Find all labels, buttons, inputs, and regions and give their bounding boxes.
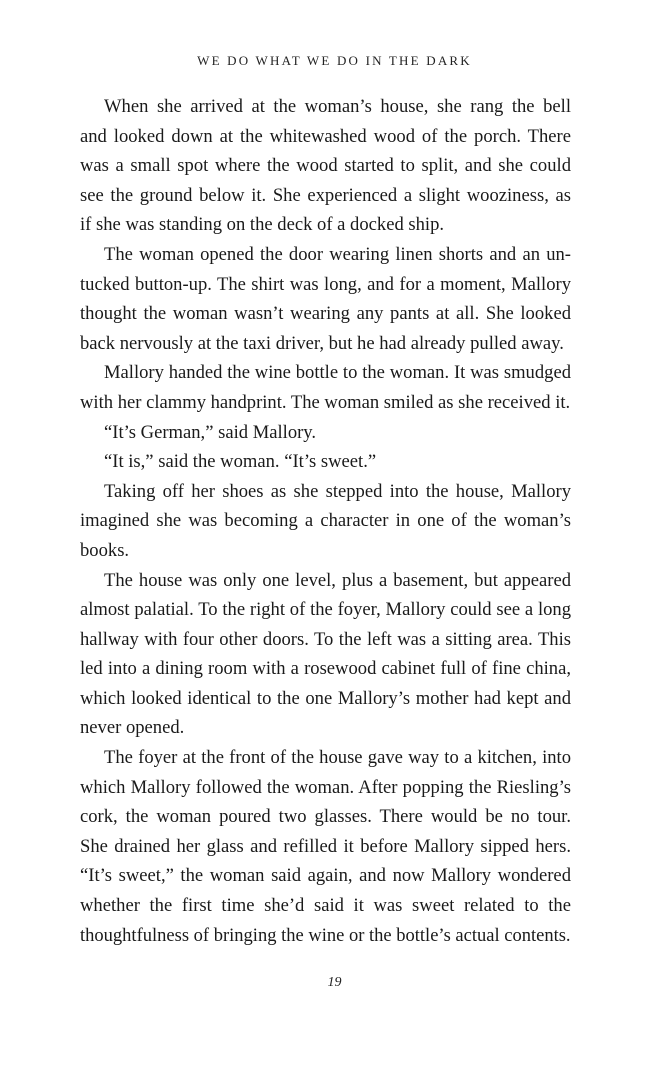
text-line: which looked identical to the one Mallory’s mother had kept and: [80, 687, 571, 709]
text-line: tucked button-up. The shirt was long, and for a moment, Mallory: [80, 273, 571, 295]
text-line: never opened.: [80, 717, 185, 739]
text-line: almost palatial. To the right of the foyer, Mallory could see a long: [80, 599, 571, 621]
page-number: 19: [327, 975, 342, 990]
text-line: hallway with four other doors. To the left was a sitting area. This: [80, 628, 571, 650]
text-line: The woman opened the door wearing linen shorts and an un-: [104, 243, 571, 265]
text-line: cork, the woman poured two glasses. There would be no tour.: [80, 806, 571, 828]
text-line: She drained her glass and refilled it before Mallory sipped hers.: [80, 835, 571, 857]
body-text: [80, 92, 571, 950]
running-head: WE DO WHAT WE DO IN THE DARK: [197, 53, 472, 68]
text-line: and looked down at the whitewashed wood of the porch. There: [80, 125, 571, 147]
text-line: led into a dining room with a rosewood cabinet full of fine china,: [80, 658, 571, 680]
text-line: whether the first time she’d said it was sweet related to the: [80, 895, 571, 917]
text-line: books.: [80, 539, 130, 561]
text-line: thoughtfulness of bringing the wine or the bottle’s actual contents.: [80, 924, 571, 946]
text-line: Mallory handed the wine bottle to the woman. It was smudged: [104, 362, 571, 384]
text-line: which Mallory followed the woman. After popping the Riesling’s: [80, 776, 571, 798]
text-line: The foyer at the front of the house gave way to a kitchen, into: [104, 747, 571, 769]
text-line: see the ground below it. She experienced a slight wooziness, as: [80, 184, 571, 206]
text-line: back nervously at the taxi driver, but he had already pulled away.: [80, 332, 564, 354]
text-line: was a small spot where the wood started to split, and she could: [80, 155, 571, 177]
text-line: Taking off her shoes as she stepped into the house, Mallory: [104, 480, 571, 502]
text-line: if she was standing on the deck of a docked ship.: [80, 214, 445, 236]
text-line: with her clammy handprint. The woman smiled as she received it.: [80, 391, 571, 413]
text-line: thought the woman wasn’t wearing any pants at all. She looked: [80, 303, 571, 325]
text-line: imagined she was becoming a character in one of the woman’s: [80, 510, 571, 532]
text-line: “It’s sweet,” the woman said again, and now Mallory wondered: [80, 865, 571, 887]
text-line: “It’s German,” said Mallory.: [104, 421, 317, 443]
text-line: “It is,” said the woman. “It’s sweet.”: [104, 451, 377, 473]
text-line: When she arrived at the woman’s house, she rang the bell: [104, 96, 571, 117]
text-line: The house was only one level, plus a basement, but appeared: [104, 569, 571, 591]
